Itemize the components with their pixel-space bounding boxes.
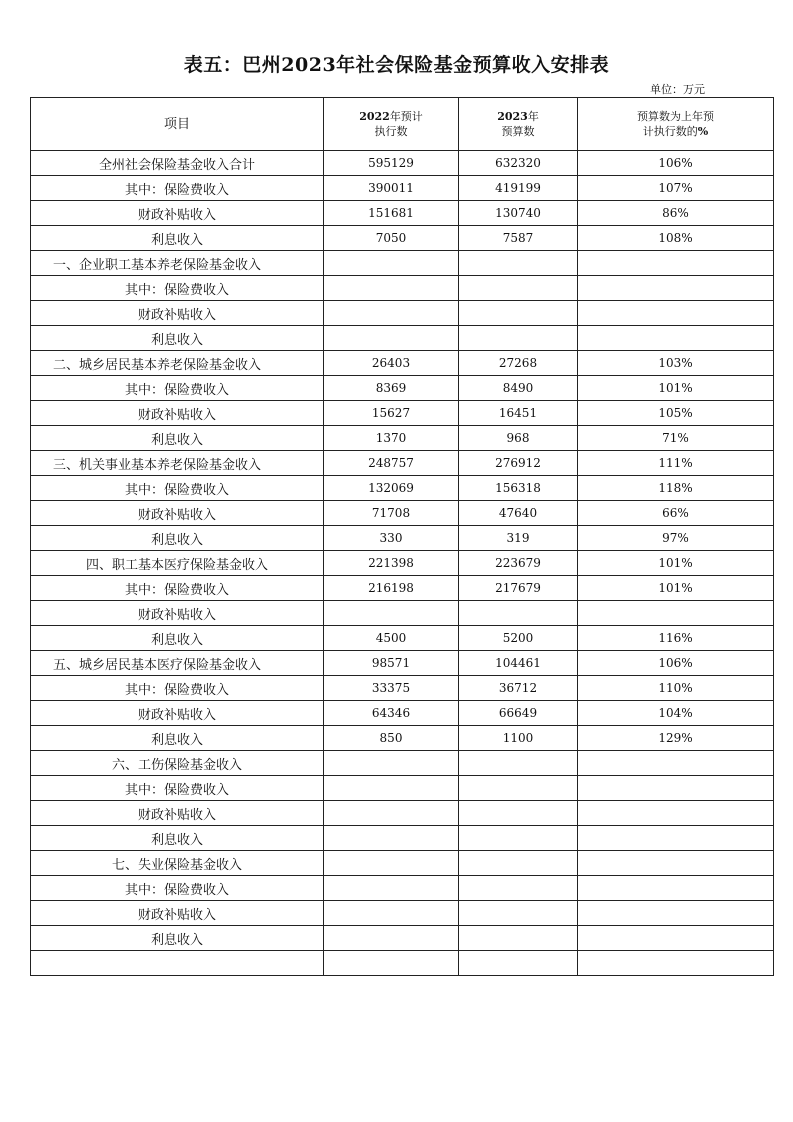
row-percent-value: 107% xyxy=(578,176,774,201)
row-budget-value: 16451 xyxy=(459,401,578,426)
table-row xyxy=(31,851,774,876)
row-percent-value xyxy=(578,326,774,351)
row-item-name: 四、职工基本医疗保险基金收入 xyxy=(31,551,324,576)
row-item-name: 利息收入 xyxy=(31,726,324,751)
row-percent-value: 116% xyxy=(578,626,774,651)
row-item-name: 财政补贴收入 xyxy=(31,301,324,326)
row-item-name: 财政补贴收入 xyxy=(31,501,324,526)
header-prev-year-line2: 执行数 xyxy=(374,125,408,138)
row-item-name: 其中：保险费收入 xyxy=(31,676,324,701)
row-item-name: 财政补贴收入 xyxy=(31,601,324,626)
row-budget-value xyxy=(459,326,578,351)
header-percent-sign: % xyxy=(697,125,709,138)
row-prev-year-value xyxy=(324,301,459,326)
row-budget-value: 47640 xyxy=(459,501,578,526)
row-percent-value xyxy=(578,826,774,851)
row-prev-year-value xyxy=(324,951,459,976)
row-percent-value: 106% xyxy=(578,151,774,176)
table-row xyxy=(31,926,774,951)
row-budget-value: 8490 xyxy=(459,376,578,401)
row-item-name: 五、城乡居民基本医疗保险基金收入 xyxy=(31,651,324,676)
table-row xyxy=(31,726,774,751)
row-percent-value: 111% xyxy=(578,451,774,476)
row-item-name: 财政补贴收入 xyxy=(31,901,324,926)
row-budget-value xyxy=(459,826,578,851)
budget-table xyxy=(30,97,774,976)
row-percent-value: 71% xyxy=(578,426,774,451)
table-row xyxy=(31,401,774,426)
row-percent-value xyxy=(578,876,774,901)
row-percent-value: 105% xyxy=(578,401,774,426)
row-budget-value: 104461 xyxy=(459,651,578,676)
row-percent-value xyxy=(578,926,774,951)
row-budget-value xyxy=(459,901,578,926)
row-percent-value: 118% xyxy=(578,476,774,501)
header-budget-num: 2023 xyxy=(497,110,528,123)
table-row xyxy=(31,951,774,976)
row-item-name: 其中：保险费收入 xyxy=(31,776,324,801)
row-budget-value: 217679 xyxy=(459,576,578,601)
row-percent-value: 66% xyxy=(578,501,774,526)
row-percent-value xyxy=(578,601,774,626)
row-budget-value: 66649 xyxy=(459,701,578,726)
row-percent-value xyxy=(578,776,774,801)
row-item-name: 其中：保险费收入 xyxy=(31,876,324,901)
row-percent-value: 104% xyxy=(578,701,774,726)
row-budget-value xyxy=(459,876,578,901)
row-prev-year-value: 132069 xyxy=(324,476,459,501)
table-header-row xyxy=(31,98,774,151)
row-percent-value: 97% xyxy=(578,526,774,551)
table-row xyxy=(31,526,774,551)
row-budget-value: 319 xyxy=(459,526,578,551)
header-percent xyxy=(578,98,774,151)
table-row xyxy=(31,676,774,701)
table-row xyxy=(31,426,774,451)
row-budget-value: 632320 xyxy=(459,151,578,176)
row-item-name: 财政补贴收入 xyxy=(31,201,324,226)
row-percent-value xyxy=(578,951,774,976)
row-budget-value: 276912 xyxy=(459,451,578,476)
row-prev-year-value: 330 xyxy=(324,526,459,551)
row-percent-value xyxy=(578,851,774,876)
table-row xyxy=(31,651,774,676)
row-item-name: 其中：保险费收入 xyxy=(31,476,324,501)
row-budget-value xyxy=(459,276,578,301)
row-budget-value: 223679 xyxy=(459,551,578,576)
row-item-name: 一、企业职工基本养老保险基金收入 xyxy=(31,251,324,276)
row-prev-year-value xyxy=(324,876,459,901)
row-prev-year-value: 151681 xyxy=(324,201,459,226)
header-prev-year xyxy=(324,98,459,151)
table-row xyxy=(31,451,774,476)
row-item-name: 利息收入 xyxy=(31,626,324,651)
table-body xyxy=(31,151,774,976)
header-budget xyxy=(459,98,578,151)
row-item-name: 财政补贴收入 xyxy=(31,401,324,426)
header-budget-text: 年 xyxy=(527,110,539,123)
row-prev-year-value: 98571 xyxy=(324,651,459,676)
row-item-name: 六、工伤保险基金收入 xyxy=(31,751,324,776)
table-row xyxy=(31,876,774,901)
row-item-name: 其中：保险费收入 xyxy=(31,576,324,601)
table-row xyxy=(31,701,774,726)
header-percent-line2: 计执行数的 xyxy=(642,125,698,138)
row-prev-year-value: 595129 xyxy=(324,151,459,176)
table-row xyxy=(31,901,774,926)
table-row xyxy=(31,301,774,326)
row-percent-value: 103% xyxy=(578,351,774,376)
table-row xyxy=(31,176,774,201)
row-percent-value xyxy=(578,801,774,826)
row-item-name: 二、城乡居民基本养老保险基金收入 xyxy=(31,351,324,376)
header-prev-year-num: 2022 xyxy=(359,110,390,123)
row-budget-value xyxy=(459,776,578,801)
table-row xyxy=(31,226,774,251)
table-row xyxy=(31,351,774,376)
row-percent-value xyxy=(578,276,774,301)
row-percent-value: 129% xyxy=(578,726,774,751)
table-row xyxy=(31,501,774,526)
row-prev-year-value: 4500 xyxy=(324,626,459,651)
header-budget-line2: 预算数 xyxy=(501,125,535,138)
row-prev-year-value: 64346 xyxy=(324,701,459,726)
header-prev-year-text: 年预计 xyxy=(389,110,423,123)
row-prev-year-value: 7050 xyxy=(324,226,459,251)
row-budget-value: 27268 xyxy=(459,351,578,376)
row-prev-year-value: 26403 xyxy=(324,351,459,376)
row-budget-value: 1100 xyxy=(459,726,578,751)
row-item-name: 利息收入 xyxy=(31,526,324,551)
row-budget-value: 419199 xyxy=(459,176,578,201)
row-item-name: 利息收入 xyxy=(31,426,324,451)
table-row xyxy=(31,601,774,626)
row-item-name: 七、失业保险基金收入 xyxy=(31,851,324,876)
row-item-name: 利息收入 xyxy=(31,826,324,851)
row-budget-value xyxy=(459,251,578,276)
row-percent-value: 108% xyxy=(578,226,774,251)
row-percent-value: 101% xyxy=(578,551,774,576)
table-row xyxy=(31,276,774,301)
row-percent-value xyxy=(578,301,774,326)
table-row xyxy=(31,626,774,651)
row-prev-year-value: 221398 xyxy=(324,551,459,576)
row-prev-year-value xyxy=(324,851,459,876)
row-prev-year-value xyxy=(324,751,459,776)
table-row xyxy=(31,201,774,226)
row-budget-value xyxy=(459,926,578,951)
row-item-name: 其中：保险费收入 xyxy=(31,276,324,301)
row-item-name: 其中：保险费收入 xyxy=(31,176,324,201)
row-item-name: 全州社会保险基金收入合计 xyxy=(31,151,324,176)
row-prev-year-value xyxy=(324,926,459,951)
table-row xyxy=(31,151,774,176)
row-prev-year-value: 1370 xyxy=(324,426,459,451)
row-prev-year-value xyxy=(324,251,459,276)
row-budget-value: 36712 xyxy=(459,676,578,701)
row-percent-value xyxy=(578,901,774,926)
row-item-name: 财政补贴收入 xyxy=(31,701,324,726)
row-prev-year-value xyxy=(324,901,459,926)
row-item-name: 利息收入 xyxy=(31,226,324,251)
row-budget-value: 7587 xyxy=(459,226,578,251)
row-prev-year-value: 216198 xyxy=(324,576,459,601)
row-budget-value xyxy=(459,601,578,626)
row-prev-year-value xyxy=(324,601,459,626)
table-row xyxy=(31,826,774,851)
row-budget-value xyxy=(459,751,578,776)
table-row xyxy=(31,551,774,576)
row-item-name xyxy=(31,951,324,976)
row-prev-year-value: 8369 xyxy=(324,376,459,401)
table-row xyxy=(31,476,774,501)
page-title: 表五：巴州2023年社会保险基金预算收入安排表 xyxy=(183,54,610,76)
row-budget-value xyxy=(459,801,578,826)
row-prev-year-value: 248757 xyxy=(324,451,459,476)
row-budget-value: 130740 xyxy=(459,201,578,226)
row-item-name: 三、机关事业基本养老保险基金收入 xyxy=(31,451,324,476)
row-percent-value xyxy=(578,751,774,776)
table-row xyxy=(31,251,774,276)
row-prev-year-value xyxy=(324,776,459,801)
table-row xyxy=(31,326,774,351)
row-item-name: 利息收入 xyxy=(31,926,324,951)
row-prev-year-value: 850 xyxy=(324,726,459,751)
table-row xyxy=(31,801,774,826)
row-percent-value: 106% xyxy=(578,651,774,676)
row-prev-year-value xyxy=(324,276,459,301)
row-item-name: 其中：保险费收入 xyxy=(31,376,324,401)
row-prev-year-value xyxy=(324,826,459,851)
table-row xyxy=(31,576,774,601)
row-prev-year-value xyxy=(324,326,459,351)
row-item-name: 财政补贴收入 xyxy=(31,801,324,826)
row-budget-value: 968 xyxy=(459,426,578,451)
row-budget-value: 5200 xyxy=(459,626,578,651)
table-row xyxy=(31,776,774,801)
row-budget-value: 156318 xyxy=(459,476,578,501)
row-budget-value xyxy=(459,951,578,976)
row-prev-year-value: 390011 xyxy=(324,176,459,201)
row-prev-year-value: 33375 xyxy=(324,676,459,701)
row-percent-value: 110% xyxy=(578,676,774,701)
row-prev-year-value xyxy=(324,801,459,826)
row-prev-year-value: 15627 xyxy=(324,401,459,426)
row-prev-year-value: 71708 xyxy=(324,501,459,526)
header-percent-line1: 预算数为上年预 xyxy=(637,110,714,123)
row-percent-value xyxy=(578,251,774,276)
row-percent-value: 101% xyxy=(578,576,774,601)
row-percent-value: 101% xyxy=(578,376,774,401)
row-budget-value xyxy=(459,301,578,326)
header-item: 项目 xyxy=(31,98,324,151)
table-row xyxy=(31,751,774,776)
unit-label: 单位：万元 xyxy=(650,83,705,96)
row-item-name: 利息收入 xyxy=(31,326,324,351)
table-row xyxy=(31,376,774,401)
row-budget-value xyxy=(459,851,578,876)
row-percent-value: 86% xyxy=(578,201,774,226)
